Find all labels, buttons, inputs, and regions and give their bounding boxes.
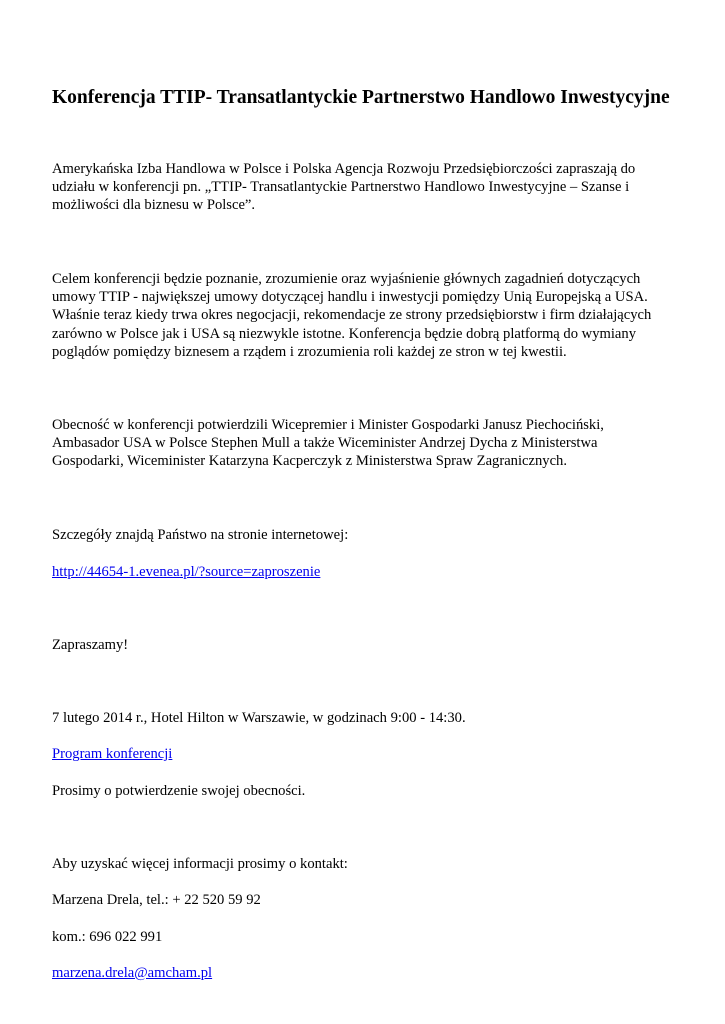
intro-paragraph [52,160,635,215]
document-title: Konferencja TTIP- Transatlantyckie Partnerstwo Handlowo Inwestycyjne [52,87,670,108]
goal-line-2: umowy TTIP - największej umowy dotyczącej handlu i inwestycji pomiędzy Unią Europejską a USA. [52,289,648,306]
contact-email-link[interactable]: marzena.drela@amcham.pl [52,965,213,981]
intro-line-2: udziału w konferencji pn. „TTIP- Transatlantyckie Partnerstwo Handlowo Inwestycyjne – Szanse i [52,179,630,196]
details-text: Szczegóły znajdą Państwo na stronie internetowej: [52,527,349,543]
program-link-paragraph [52,745,172,763]
contact-email-paragraph [52,964,212,982]
program-link[interactable]: Program konferencji [52,746,173,762]
intro-line-3: możliwości dla biznesu w Polsce”. [52,197,256,214]
attendance-line-2: Ambasador USA w Polsce Stephen Mull a także Wiceminister Andrzej Dycha z Ministerstwa [52,435,598,452]
contact-intro: Aby uzyskać więcej informacji prosimy o kontakt: [52,856,348,872]
invite-text: Zapraszamy! [52,637,129,653]
attendance-paragraph [52,416,604,471]
goal-line-4: zarówno w Polsce jak i USA są niezwykle istotne. Konferencja będzie dobrą platformą do wymiany [52,325,636,342]
event-info: 7 lutego 2014 r., Hotel Hilton w Warszawie, w godzinach 9:00 - 14:30. [52,710,466,726]
contact-name-phone: Marzena Drela, tel.: + 22 520 59 92 [52,892,261,908]
goal-line-1: Celem konferencji będzie poznanie, zrozumienie oraz wyjaśnienie głównych zagadnień dotyczących [52,271,641,287]
details-link-paragraph [52,563,320,581]
details-link[interactable]: http://44654-1.evenea.pl/?source=zaproszenie [52,564,321,580]
goal-paragraph [52,270,651,361]
contact-mobile: kom.: 696 022 991 [52,929,163,945]
goal-line-5: poglądów pomiędzy biznesem a rządem i zrozumienia roli każdej ze stron w tej kwestii. [52,343,567,360]
attendance-line-1: Obecność w konferencji potwierdzili Wicepremier i Minister Gospodarki Janusz Piechociński, [52,417,604,433]
goal-line-3: Właśnie teraz kiedy trwa okres negocjacji, rekomendacje ze strony przedsiębiorstw i firm działających [52,307,652,324]
rsvp-text: Prosimy o potwierdzenie swojej obecności. [52,783,306,799]
attendance-line-3: Gospodarki, Wiceminister Katarzyna Kacperczyk z Ministerstwa Spraw Zagranicznych. [52,453,567,470]
intro-line-1: Amerykańska Izba Handlowa w Polsce i Polska Agencja Rozwoju Przedsiębiorczości zapraszają do [52,161,636,177]
